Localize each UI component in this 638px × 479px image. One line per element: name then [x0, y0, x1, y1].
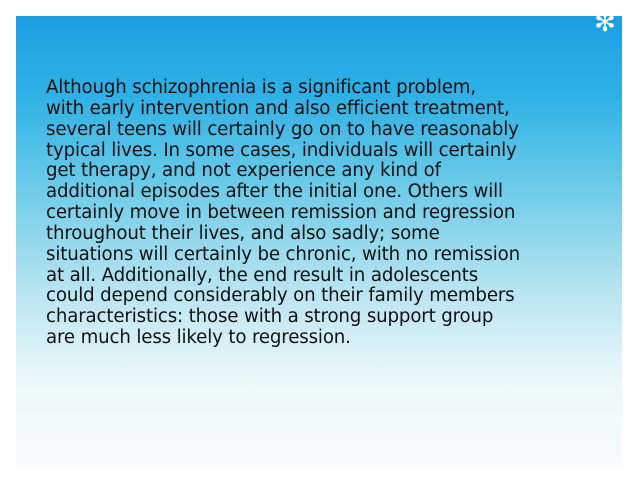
- slide-body-paragraph: Although schizophrenia is a significant problem, with early intervention and also efficient treatment, several teens will certainly go on to have reasonably typical lives. In some cases, individuals will certainly get therapy, and not experience any kind of additional episodes after the initial one. Others will certainly move in between remission and regression throughout their lives, and also sadly; some situations will certainly be chronic, with no remission at all. Additionally, the end result in adolescents could depend considerably on their family members characteristics: those with a strong support group are much less likely to regression.: [46, 77, 521, 349]
- asterisk-star-icon: ✻: [594, 8, 616, 38]
